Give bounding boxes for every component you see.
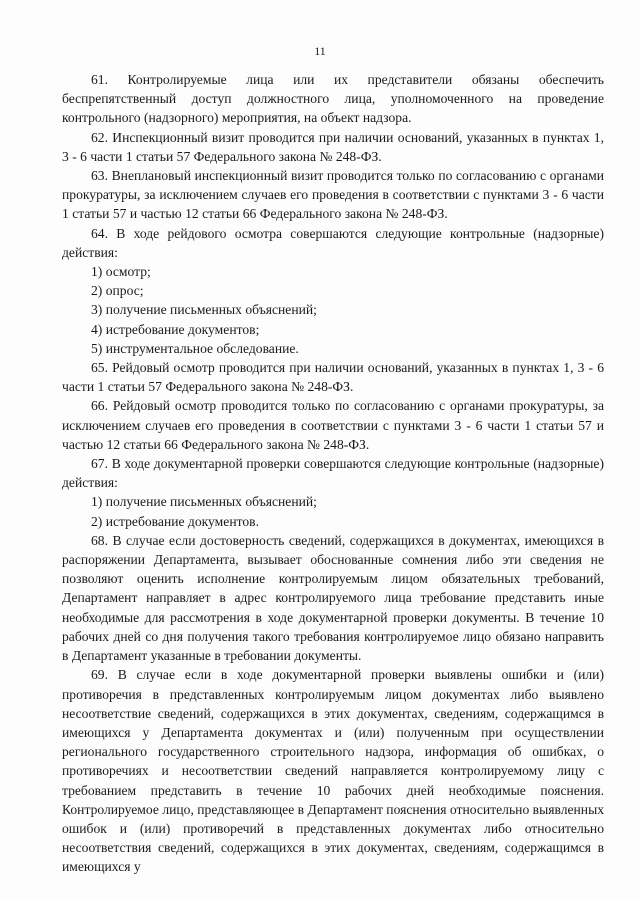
list-item: 2) истребование документов.	[91, 513, 259, 529]
list-item: 5) инструментальное обследование.	[91, 340, 299, 356]
paragraph-69: 69. В случае если в ходе документарной проверки выявлены ошибки и (или) противоречия в представленных контролируемым лицом документах либо выявлено несоответствие сведений, содержащихся в этих документах, сведениям, содержащимся в имеющихся у Департамента документах и (или) полученным при осуществлении регионального государственного строительного надзора, информация об ошибках, о противоречиях и несоответствии сведений направляется контролируемому лицу с требованием представить в течение 10 рабочих дней необходимые пояснения. Контролируемое лицо, представляющее в Департамент пояснения относительно выявленных ошибок и (или) противоречий в представленных документах либо относительно несоответствия сведений, содержащихся в этих документах, сведениям, содержащимся в имеющихся у	[62, 667, 604, 875]
paragraph-67: 67. В ходе документарной проверки совершаются следующие контрольные (надзорные) действия:	[62, 456, 604, 491]
paragraph-64: 64. В ходе рейдового осмотра совершаются следующие контрольные (надзорные) действия:	[62, 225, 604, 260]
paragraph-65: 65. Рейдовый осмотр проводится при наличии оснований, указанных в пунктах 1, 3 - 6 части 1 статьи 57 Федерального закона № 248-ФЗ.	[62, 360, 604, 395]
paragraph-68: 68. В случае если достоверность сведений, содержащихся в документах, имеющихся в распоряжении Департамента, вызывает обоснованные сомнения либо эти сведения не позволяют оценить исполнение контролируемым лицом обязательных требований, Департамент направляет в адрес контролируемого лица требование представить иные необходимые для рассмотрения в ходе документарной проверки документы. В течение 10 рабочих дней со дня получения такого требования контролируемое лицо обязано направить в Департамент указанные в требовании документы.	[62, 532, 604, 664]
list-item: 1) осмотр;	[91, 264, 151, 280]
paragraph-61: 61. Контролируемые лица или их представители обязаны обеспечить беспрепятственный доступ должностного лица, уполномоченного на проведение контрольного (надзорного) мероприятия, на объект надзора.	[62, 72, 604, 126]
paragraph-63: 63. Внеплановый инспекционный визит проводится только по согласованию с органами прокуратуры, за исключением случаев его проведения в соответствии с пунктами 3 - 6 части 1 статьи 57 и частью 12 статьи 66 Федерального закона № 248-ФЗ.	[62, 168, 604, 222]
list-item: 3) получение письменных объяснений;	[91, 302, 317, 318]
paragraph-62: 62. Инспекционный визит проводится при наличии оснований, указанных в пунктах 1, 3 - 6 части 1 статьи 57 Федерального закона № 248-ФЗ.	[62, 129, 604, 164]
paragraph-66: 66. Рейдовый осмотр проводится только по согласованию с органами прокуратуры, за исключением случаев его проведения в соответствии с пунктами 3 - 6 части 1 статьи 57 и частью 12 статьи 66 Федерального закона № 248-ФЗ.	[62, 398, 604, 452]
list-item: 2) опрос;	[91, 283, 144, 299]
list-item: 1) получение письменных объяснений;	[91, 494, 317, 510]
document-body	[62, 70, 604, 877]
list-item: 4) истребование документов;	[91, 321, 260, 337]
page-number: 11	[314, 44, 326, 58]
